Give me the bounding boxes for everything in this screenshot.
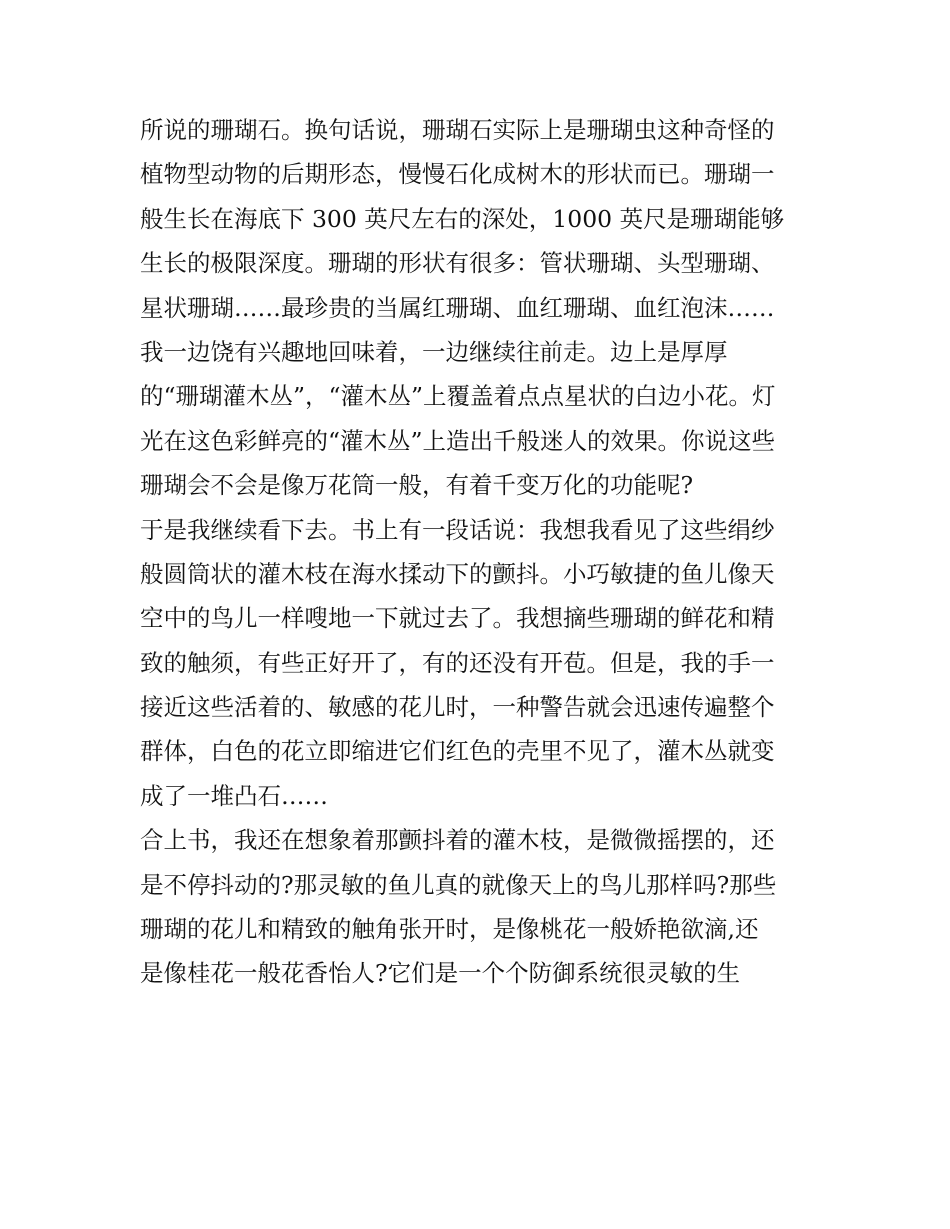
text-line: 成了一堆凸石…… — [140, 781, 328, 810]
text-line: 是像桂花一般花香怡人?它们是一个个防御系统很灵敏的生 — [140, 959, 741, 988]
text-line: 接近这些活着的、敏感的花儿时，一种警告就会迅速传遍整个 — [140, 693, 775, 722]
text-line: 生长的极限深度。珊瑚的形状有很多：管状珊瑚、头型珊瑚、 — [140, 249, 775, 278]
text-line: 是不停抖动的?那灵敏的鱼儿真的就像天上的鸟儿那样吗?那些 — [140, 870, 777, 899]
text-line: 所说的珊瑚石。换句话说，珊瑚石实际上是珊瑚虫这种奇怪的 — [140, 116, 775, 144]
text-line: 空中的鸟儿一样嗖地一下就过去了。我想摘些珊瑚的鲜花和精 — [140, 604, 775, 633]
text-line: 于是我继续看下去。书上有一段话说：我想我看见了这些绢纱 — [140, 515, 775, 544]
text-line: 致的触须，有些正好开了，有的还没有开苞。但是，我的手一 — [140, 648, 775, 677]
text-line: 我一边饶有兴趣地回味着，一边继续往前走。边上是厚厚 — [140, 337, 728, 366]
text-line: 群体，白色的花立即缩进它们红色的壳里不见了，灌木丛就变 — [140, 737, 775, 766]
text-line: 星状珊瑚……最珍贵的当属红珊瑚、血红珊瑚、血红泡沫…… — [140, 293, 775, 322]
text-line: 珊瑚的花儿和精致的触角张开时，是像桃花一般娇艳欲滴,还 — [140, 915, 759, 944]
text-line: 合上书，我还在想象着那颤抖着的灌木枝，是微微摇摆的，还 — [140, 826, 775, 855]
text-line: 光在这色彩鲜亮的“灌木丛”上造出千般迷人的效果。你说这些 — [140, 426, 776, 455]
text-line: 般生长在海底下 300 英尺左右的深处，1000 英尺是珊瑚能够 — [140, 204, 785, 233]
text-line: 植物型动物的后期形态，慢慢石化成树木的形状而已。珊瑚一 — [140, 160, 775, 189]
text-line: 珊瑚会不会是像万花筒一般，有着千变万化的功能呢? — [140, 471, 694, 500]
text-line: 的“珊瑚灌木丛”，“灌木丛”上覆盖着点点星状的白边小花。灯 — [140, 382, 776, 411]
text-line: 般圆筒状的灌木枝在海水揉动下的颤抖。小巧敏捷的鱼儿像天 — [140, 559, 775, 588]
body-text — [140, 108, 840, 996]
